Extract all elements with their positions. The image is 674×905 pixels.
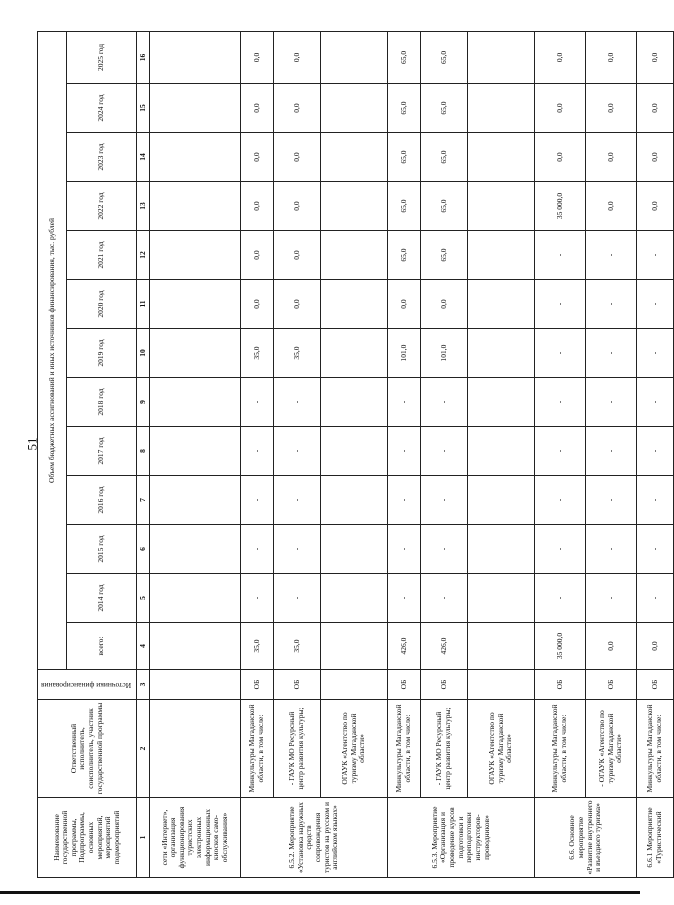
value-cell: [321, 182, 388, 231]
value-cell: -: [241, 476, 274, 525]
value-cell: [321, 525, 388, 574]
value-cell: -: [274, 378, 321, 427]
continuation-cell: [150, 31, 241, 83]
header-year: 2017 год: [67, 427, 137, 476]
value-cell: [468, 525, 535, 574]
value-cell: [468, 329, 535, 378]
value-cell: -: [388, 378, 421, 427]
value-cell: 0,0: [274, 280, 321, 329]
value-cell: 35,0: [241, 329, 274, 378]
value-cell: -: [586, 378, 637, 427]
value-cell: [321, 231, 388, 280]
header-year: 2023 год: [67, 133, 137, 182]
executor-cell: Минкультуры Магаданской области, в том числе:: [241, 700, 274, 798]
value-cell: [321, 574, 388, 623]
header-year: 2024 год: [67, 84, 137, 133]
value-cell: 426,0: [421, 623, 468, 670]
value-cell: 35 000,0: [535, 182, 586, 231]
value-cell: -: [535, 231, 586, 280]
value-cell: 0,0: [241, 84, 274, 133]
column-index: 11: [137, 280, 150, 329]
source-cell: ОБ: [388, 670, 421, 700]
value-cell: [468, 280, 535, 329]
value-cell: -: [241, 574, 274, 623]
value-cell: [468, 378, 535, 427]
column-index: 15: [137, 84, 150, 133]
value-cell: 426,0: [388, 623, 421, 670]
value-cell: 0,0: [637, 84, 674, 133]
header-year: 2022 год: [67, 182, 137, 231]
value-cell: -: [388, 525, 421, 574]
value-cell: [321, 31, 388, 83]
value-cell: -: [637, 231, 674, 280]
header-name: Наименование государственной программы, Подпрограммы, основных мероприятий, мероприятий подмероприятий: [38, 798, 137, 878]
value-cell: -: [637, 574, 674, 623]
continuation-name: сети «Интернет», организация функционирования туристских электронных информационных киосков само-обслуживания»: [150, 798, 241, 878]
source-cell: ОБ: [637, 670, 674, 700]
value-cell: 0,0: [535, 84, 586, 133]
value-cell: 65,0: [421, 182, 468, 231]
value-cell: -: [535, 329, 586, 378]
value-cell: [321, 476, 388, 525]
value-cell: 0,0: [535, 133, 586, 182]
measure-name: 6.6. Основное мероприятие «Развитие внутреннего и въездного туризма»: [535, 798, 637, 878]
value-cell: -: [637, 476, 674, 525]
value-cell: -: [586, 427, 637, 476]
continuation-cell: [150, 700, 241, 798]
header-year: 2018 год: [67, 378, 137, 427]
value-cell: -: [586, 280, 637, 329]
continuation-cell: [150, 280, 241, 329]
value-cell: 0,0: [241, 133, 274, 182]
value-cell: 0,0: [274, 31, 321, 83]
value-cell: 0,0: [586, 84, 637, 133]
continuation-cell: [150, 133, 241, 182]
value-cell: -: [274, 427, 321, 476]
value-cell: -: [535, 280, 586, 329]
column-index: 8: [137, 427, 150, 476]
value-cell: 0,0: [637, 31, 674, 83]
value-cell: [321, 280, 388, 329]
continuation-cell: [150, 329, 241, 378]
value-cell: [468, 182, 535, 231]
value-cell: 0,0: [586, 133, 637, 182]
value-cell: 0,0: [388, 280, 421, 329]
value-cell: -: [535, 378, 586, 427]
column-index: 6: [137, 525, 150, 574]
value-cell: [321, 623, 388, 670]
column-index: 10: [137, 329, 150, 378]
value-cell: 0,0: [274, 182, 321, 231]
table-row: [535, 31, 586, 877]
value-cell: -: [586, 476, 637, 525]
measure-name: 6.5.3. Мероприятие «Организация и проведение курсов подготовки и переподготовки инструкторов-проводников»: [388, 798, 535, 878]
value-cell: -: [535, 525, 586, 574]
value-cell: [321, 378, 388, 427]
value-cell: -: [388, 427, 421, 476]
continuation-cell: [150, 182, 241, 231]
executor-cell: - ОГАУК «Агентство по туризму Магаданской области»: [586, 700, 637, 798]
value-cell: -: [421, 525, 468, 574]
value-cell: -: [637, 280, 674, 329]
value-cell: -: [241, 525, 274, 574]
value-cell: [321, 329, 388, 378]
value-cell: -: [241, 427, 274, 476]
source-cell: ОБ: [421, 670, 468, 700]
value-cell: 0,0: [241, 182, 274, 231]
value-cell: 0,0: [637, 182, 674, 231]
value-cell: 0,0: [421, 280, 468, 329]
column-index: 12: [137, 231, 150, 280]
bottom-rule: [0, 891, 640, 894]
column-index: 16: [137, 31, 150, 83]
table-row: [468, 31, 535, 877]
value-cell: [468, 574, 535, 623]
source-cell: ОБ: [535, 670, 586, 700]
value-cell: 0,0: [274, 133, 321, 182]
column-index: 7: [137, 476, 150, 525]
table-row: [388, 31, 421, 877]
value-cell: -: [637, 378, 674, 427]
value-cell: [468, 476, 535, 525]
header-year: 2025 год: [67, 31, 137, 83]
column-index: 13: [137, 182, 150, 231]
value-cell: -: [637, 525, 674, 574]
value-cell: -: [241, 378, 274, 427]
table-row: [241, 31, 274, 877]
value-cell: 35,0: [274, 623, 321, 670]
value-cell: -: [586, 525, 637, 574]
header-year: 2014 год: [67, 574, 137, 623]
measure-name: 6.6.1 Мероприятие «Туристический: [637, 798, 674, 878]
continuation-cell: [150, 378, 241, 427]
value-cell: 0,0: [637, 133, 674, 182]
executor-cell: - ГАУК МО Ресурсный центр развития культуры;: [274, 700, 321, 798]
value-cell: 0,0: [586, 182, 637, 231]
source-cell: ОБ: [274, 670, 321, 700]
value-cell: -: [274, 476, 321, 525]
value-cell: -: [421, 427, 468, 476]
value-cell: -: [535, 427, 586, 476]
value-cell: 65,0: [421, 231, 468, 280]
value-cell: 0,0: [241, 231, 274, 280]
continuation-cell: [150, 231, 241, 280]
rotated-table-container: [37, 33, 663, 878]
value-cell: [468, 84, 535, 133]
value-cell: 101,0: [388, 329, 421, 378]
column-index: 3: [137, 670, 150, 700]
value-cell: 35,0: [241, 623, 274, 670]
column-index: 5: [137, 574, 150, 623]
continuation-cell: [150, 574, 241, 623]
value-cell: 65,0: [388, 133, 421, 182]
header-source-text: Источники финансирования: [40, 680, 131, 690]
value-cell: 0,0: [241, 280, 274, 329]
value-cell: -: [274, 525, 321, 574]
header-year: 2015 год: [67, 525, 137, 574]
header-year: 2019 год: [67, 329, 137, 378]
value-cell: [468, 231, 535, 280]
value-cell: 35,0: [274, 329, 321, 378]
value-cell: 65,0: [388, 84, 421, 133]
value-cell: [321, 427, 388, 476]
table-row: [274, 31, 321, 877]
header-funding-group: Объем бюджетных ассигнований и иных источников финансирования, тыс. рублей: [38, 31, 67, 669]
value-cell: -: [637, 427, 674, 476]
source-cell: ОБ: [241, 670, 274, 700]
value-cell: 65,0: [421, 133, 468, 182]
value-cell: -: [586, 329, 637, 378]
value-cell: 65,0: [421, 84, 468, 133]
value-cell: [321, 133, 388, 182]
column-index: 4: [137, 623, 150, 670]
executor-cell: Минкультуры Магаданской области, в том числе:: [388, 700, 421, 798]
value-cell: [468, 623, 535, 670]
column-index: 9: [137, 378, 150, 427]
value-cell: 0,0: [637, 623, 674, 670]
column-index: 14: [137, 133, 150, 182]
table-row: [586, 31, 637, 877]
value-cell: -: [388, 574, 421, 623]
value-cell: -: [274, 574, 321, 623]
value-cell: 35 000,0: [535, 623, 586, 670]
value-cell: 101,0: [421, 329, 468, 378]
continuation-cell: [150, 427, 241, 476]
budget-table: [37, 31, 674, 878]
value-cell: -: [421, 574, 468, 623]
source-cell: [321, 670, 388, 700]
header-year: 2020 год: [67, 280, 137, 329]
table-row: [321, 31, 388, 877]
column-index: 2: [137, 700, 150, 798]
value-cell: [321, 84, 388, 133]
source-cell: ОБ: [586, 670, 637, 700]
table-row: [637, 31, 674, 877]
value-cell: [468, 427, 535, 476]
executor-cell: ОГАУК «Агентство по туризму Магаданской области»: [468, 700, 535, 798]
value-cell: -: [421, 476, 468, 525]
continuation-cell: [150, 525, 241, 574]
value-cell: -: [637, 329, 674, 378]
continuation-cell: [150, 670, 241, 700]
executor-cell: Минкультуры Магаданской области, в том числе:: [637, 700, 674, 798]
value-cell: 0,0: [535, 31, 586, 83]
value-cell: [468, 31, 535, 83]
value-cell: 65,0: [421, 31, 468, 83]
page-number: 51: [24, 437, 40, 451]
value-cell: -: [586, 231, 637, 280]
continuation-cell: [150, 623, 241, 670]
value-cell: 65,0: [388, 231, 421, 280]
header-year: 2016 год: [67, 476, 137, 525]
continuation-cell: [150, 84, 241, 133]
value-cell: 0,0: [274, 84, 321, 133]
header-total: всего:: [67, 623, 137, 670]
column-index: 1: [137, 798, 150, 878]
value-cell: -: [586, 574, 637, 623]
value-cell: 0,0: [241, 31, 274, 83]
value-cell: 65,0: [388, 31, 421, 83]
source-cell: [468, 670, 535, 700]
executor-cell: ОГАУК «Агентство по туризму Магаданской области»: [321, 700, 388, 798]
value-cell: -: [421, 378, 468, 427]
value-cell: [468, 133, 535, 182]
header-year: 2021 год: [67, 231, 137, 280]
value-cell: 0,0: [586, 623, 637, 670]
value-cell: -: [535, 476, 586, 525]
continuation-cell: [150, 476, 241, 525]
executor-cell: Минкультуры Магаданской области, в том числе:: [535, 700, 586, 798]
header-executor: Ответственный исполнитель, соисполнитель, участник государственной программы: [38, 700, 137, 798]
executor-cell: - ГАУК МО Ресурсный центр развития культуры;: [421, 700, 468, 798]
table-row: [421, 31, 468, 877]
value-cell: 0,0: [274, 231, 321, 280]
value-cell: -: [535, 574, 586, 623]
value-cell: 65,0: [388, 182, 421, 231]
value-cell: -: [388, 476, 421, 525]
measure-name: 6.5.2. Мероприятие «Установка наружных средств сопровождения туристов на русском и английском языках»: [241, 798, 388, 878]
value-cell: 0,0: [586, 31, 637, 83]
header-source: [38, 670, 137, 700]
